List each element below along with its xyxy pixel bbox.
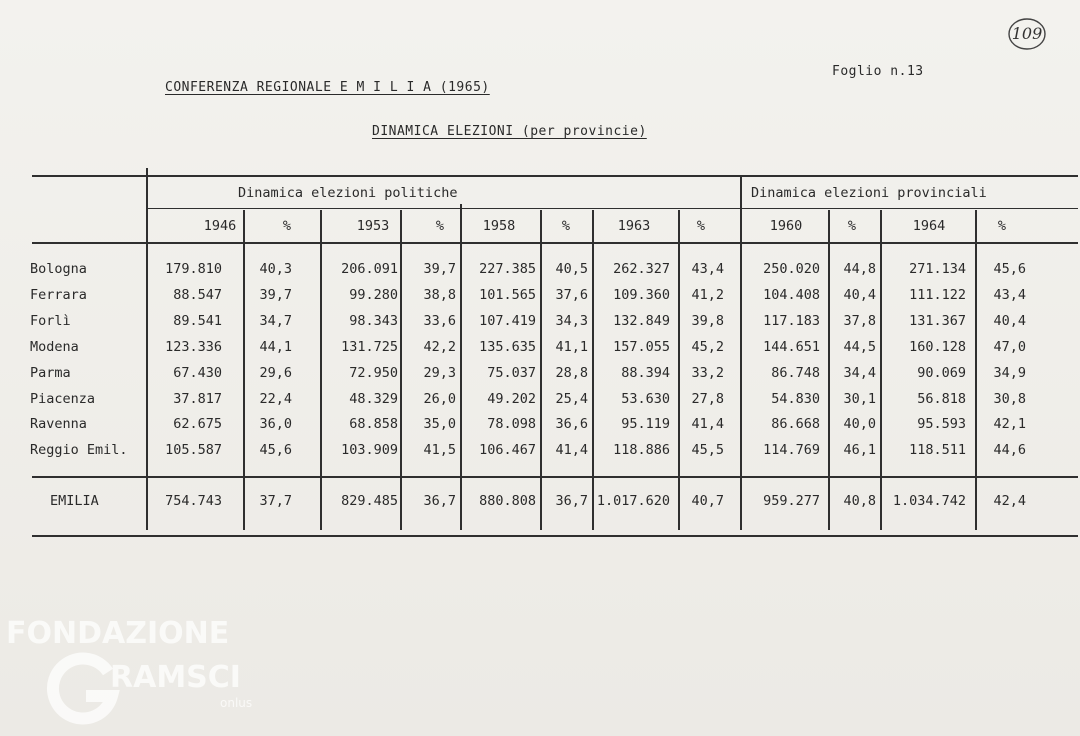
table-cell: 41,4: [555, 442, 588, 458]
table-cell: 250.020: [763, 261, 820, 277]
table-cell: 118.511: [909, 442, 966, 458]
table-cell: 106.467: [479, 442, 536, 458]
total-cell: 42,4: [993, 493, 1026, 509]
table-rule-top: [32, 175, 1078, 177]
total-cell: 1.034.742: [892, 493, 966, 509]
table-cell: 34,7: [259, 313, 292, 329]
table-cell: 135.635: [479, 339, 536, 355]
column-header: %: [696, 218, 706, 234]
table-cell: 46,1: [843, 442, 876, 458]
row-label-reggio-emil-: Reggio Emil.: [30, 442, 128, 458]
table-cell: 131.725: [341, 339, 398, 355]
table-cell: 44,1: [259, 339, 292, 355]
table-cell: 179.810: [165, 261, 222, 277]
table-cell: 25,4: [555, 391, 588, 407]
column-header: 1953: [356, 218, 390, 234]
column-header: 1958: [482, 218, 516, 234]
table-cell: 89.541: [173, 313, 222, 329]
table-cell: 62.675: [173, 416, 222, 432]
column-header: %: [282, 218, 292, 234]
total-cell: 829.485: [341, 493, 398, 509]
table-cell: 88.547: [173, 287, 222, 303]
column-header: 1960: [769, 218, 803, 234]
row-label-parma: Parma: [30, 365, 71, 381]
table-cell: 43,4: [691, 261, 724, 277]
table-cell: 95.593: [917, 416, 966, 432]
table-cell: 41,4: [691, 416, 724, 432]
table-cell: 33,6: [423, 313, 456, 329]
table-cell: 98.343: [349, 313, 398, 329]
table-cell: 144.651: [763, 339, 820, 355]
table-cell: 104.408: [763, 287, 820, 303]
column-header: %: [847, 218, 857, 234]
table-column-rule: [243, 210, 245, 530]
table-cell: 41,1: [555, 339, 588, 355]
table-column-rule: [678, 210, 680, 530]
table-cell: 29,3: [423, 365, 456, 381]
table-column-rule: [828, 210, 830, 530]
table-cell: 35,0: [423, 416, 456, 432]
table-column-rule: [592, 210, 594, 530]
table-cell: 99.280: [349, 287, 398, 303]
table-cell: 117.183: [763, 313, 820, 329]
table-cell: 41,5: [423, 442, 456, 458]
table-cell: 49.202: [487, 391, 536, 407]
table-cell: 107.419: [479, 313, 536, 329]
total-cell: 40,7: [691, 493, 724, 509]
table-column-rule: [146, 168, 148, 530]
table-cell: 30,1: [843, 391, 876, 407]
table-cell: 37,8: [843, 313, 876, 329]
table-column-rule: [400, 210, 402, 530]
table-cell: 262.327: [613, 261, 670, 277]
table-cell: 40,4: [843, 287, 876, 303]
table-cell: 34,9: [993, 365, 1026, 381]
table-cell: 86.748: [771, 365, 820, 381]
table-column-rule: [975, 210, 977, 530]
group-header-politiche: Dinamica elezioni politiche: [238, 185, 458, 201]
table-cell: 67.430: [173, 365, 222, 381]
table-rule-group: [147, 208, 1078, 209]
total-cell: 1.017.620: [596, 493, 670, 509]
table-cell: 45,6: [259, 442, 292, 458]
table-cell: 160.128: [909, 339, 966, 355]
total-cell: 36,7: [423, 493, 456, 509]
row-label-modena: Modena: [30, 339, 79, 355]
row-label-piacenza: Piacenza: [30, 391, 96, 407]
watermark-line3: onlus: [220, 696, 253, 710]
table-cell: 42,1: [993, 416, 1026, 432]
table-cell: 114.769: [763, 442, 820, 458]
total-cell: 36,7: [555, 493, 588, 509]
table-cell: 40,0: [843, 416, 876, 432]
table-cell: 109.360: [613, 287, 670, 303]
table-cell: 271.134: [909, 261, 966, 277]
total-cell: 37,7: [259, 493, 292, 509]
table-cell: 103.909: [341, 442, 398, 458]
table-cell: 53.630: [621, 391, 670, 407]
table-cell: 45,2: [691, 339, 724, 355]
table-cell: 75.037: [487, 365, 536, 381]
table-cell: 78.098: [487, 416, 536, 432]
table-cell: 86.668: [771, 416, 820, 432]
table-rule-total: [32, 476, 1078, 478]
column-header: 1946: [203, 218, 237, 234]
table-cell: 30,8: [993, 391, 1026, 407]
table-cell: 27,8: [691, 391, 724, 407]
table-cell: 36,0: [259, 416, 292, 432]
table-cell: 37.817: [173, 391, 222, 407]
column-header: %: [435, 218, 445, 234]
table-cell: 39,7: [423, 261, 456, 277]
table-cell: 227.385: [479, 261, 536, 277]
row-label-bologna: Bologna: [30, 261, 87, 277]
table-cell: 131.367: [909, 313, 966, 329]
table-rule-bottom: [32, 535, 1078, 537]
foglio-number: Foglio n.13: [832, 64, 924, 79]
table-cell: 101.565: [479, 287, 536, 303]
table-cell: 26,0: [423, 391, 456, 407]
table-cell: 28,8: [555, 365, 588, 381]
table-column-rule: [540, 210, 542, 530]
table-cell: 42,2: [423, 339, 456, 355]
table-cell: 44,5: [843, 339, 876, 355]
table-cell: 37,6: [555, 287, 588, 303]
table-column-rule: [460, 204, 462, 530]
table-cell: 44,6: [993, 442, 1026, 458]
table-cell: 72.950: [349, 365, 398, 381]
table-cell: 105.587: [165, 442, 222, 458]
table-cell: 34,3: [555, 313, 588, 329]
table-cell: 132.849: [613, 313, 670, 329]
group-header-provinciali: Dinamica elezioni provinciali: [751, 185, 987, 201]
table-cell: 111.122: [909, 287, 966, 303]
table-cell: 118.886: [613, 442, 670, 458]
table-cell: 206.091: [341, 261, 398, 277]
column-header: 1963: [617, 218, 651, 234]
table-cell: 45,6: [993, 261, 1026, 277]
table-cell: 40,5: [555, 261, 588, 277]
total-cell: 40,8: [843, 493, 876, 509]
row-label-forl-: Forlì: [30, 313, 71, 329]
table-cell: 157.055: [613, 339, 670, 355]
table-cell: 34,4: [843, 365, 876, 381]
table-cell: 29,6: [259, 365, 292, 381]
table-cell: 40,3: [259, 261, 292, 277]
table-cell: 36,6: [555, 416, 588, 432]
table-cell: 41,2: [691, 287, 724, 303]
total-cell: 880.808: [479, 493, 536, 509]
table-cell: 39,8: [691, 313, 724, 329]
column-header: %: [997, 218, 1007, 234]
total-cell: 959.277: [763, 493, 820, 509]
table-cell: 123.336: [165, 339, 222, 355]
column-header: %: [561, 218, 571, 234]
table-cell: 33,2: [691, 365, 724, 381]
document-subheading: DINAMICA ELEZIONI (per provincie): [372, 124, 647, 139]
table-column-rule: [880, 210, 882, 530]
table-rule-header: [32, 242, 1078, 244]
table-column-rule: [320, 210, 322, 530]
page-number-stamp: [1006, 14, 1048, 54]
watermark-line2: RAMSCI: [110, 660, 241, 695]
table-cell: 39,7: [259, 287, 292, 303]
table-cell: 88.394: [621, 365, 670, 381]
table-cell: 45,5: [691, 442, 724, 458]
table-cell: 68.858: [349, 416, 398, 432]
table-cell: 95.119: [621, 416, 670, 432]
row-label-ferrara: Ferrara: [30, 287, 87, 303]
row-label-total: EMILIA: [50, 493, 99, 509]
table-cell: 22,4: [259, 391, 292, 407]
table-cell: 40,4: [993, 313, 1026, 329]
table-cell: 43,4: [993, 287, 1026, 303]
watermark-line1: FONDAZIONE: [6, 616, 230, 651]
table-cell: 90.069: [917, 365, 966, 381]
row-label-ravenna: Ravenna: [30, 416, 87, 432]
watermark: [6, 616, 286, 732]
table-cell: 56.818: [917, 391, 966, 407]
table-cell: 48.329: [349, 391, 398, 407]
table-cell: 47,0: [993, 339, 1026, 355]
table-cell: 54.830: [771, 391, 820, 407]
table-cell: 44,8: [843, 261, 876, 277]
page-number-text: 109: [1011, 24, 1043, 43]
total-cell: 754.743: [165, 493, 222, 509]
document-heading: CONFERENZA REGIONALE E M I L I A (1965): [165, 80, 490, 95]
column-header: 1964: [912, 218, 946, 234]
table-cell: 38,8: [423, 287, 456, 303]
